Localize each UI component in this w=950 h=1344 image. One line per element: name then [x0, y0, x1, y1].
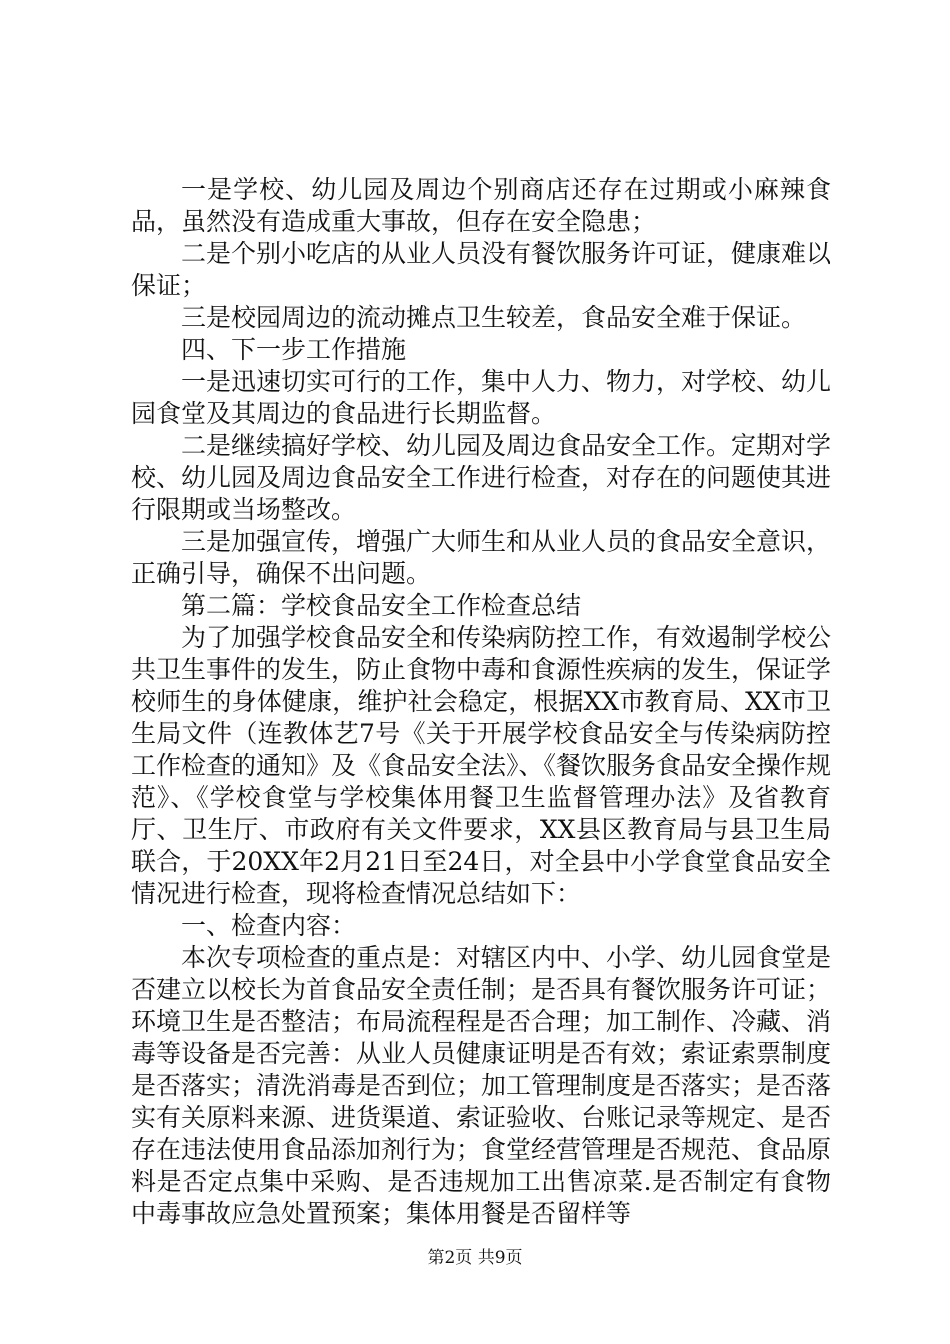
- section-heading-contents: 一、检查内容：: [181, 911, 357, 940]
- paragraph-6: 二是继续搞好学校、幼儿园及周边食品安全工作。定期对学校、幼儿园及周边食品安全工作进行检查，对存在的问题使其进行限期或当场整改。: [131, 431, 832, 524]
- paragraph-7: 三是加强宣传，增强广大师生和从业人员的食品安全意识，正确引导，确保不出问题。: [131, 527, 832, 588]
- page-number-footer: 第2页 共9页: [427, 1248, 523, 1268]
- paragraph-2: 二是个别小吃店的从业人员没有餐饮服务许可证，健康难以保证；: [131, 239, 832, 300]
- section-heading-measures: 四、下一步工作措施: [181, 335, 407, 364]
- paragraph-3: 三是校园周边的流动摊点卫生较差，食品安全难于保证。: [181, 303, 807, 332]
- chapter-title: 第二篇：学校食品安全工作检查总结: [181, 591, 582, 620]
- paragraph-1: 一是学校、幼儿园及周边个别商店还存在过期或小麻辣食品，虽然没有造成重大事故，但存在安全隐患；: [131, 175, 831, 236]
- paragraph-11: 本次专项检查的重点是：对辖区内中、小学、幼儿园食堂是否建立以校长为首食品安全责任制；是否具有餐饮服务许可证；环境卫生是否整洁；布局流程程是否合理；加工制作、冷藏、消毒等设备是否完善：从业人员健康证明是否有效；索证索票制度是否落实；清洗消毒是否到位；加工管理制度是否落实；是否落实有关原料来源、进货渠道、索证验收、台账记录等规定、是否存在违法使用食品添加剂行为；食堂经营管理是否规范、食品原料是否定点集中采购、是否违规加工出售凉菜.是否制定有食物中毒事故应急处置预案；集体用餐是否留样等: [131, 943, 832, 1228]
- paragraph-9: 为了加强学校食品安全和传染病防控工作，有效遏制学校公共卫生事件的发生，防止食物中毒和食源性疾病的发生，保证学校师生的身体健康，维护社会稳定，根据XX市教育局、XX市卫生局文件（连教体艺7号《关于开展学校食品安全与传染病防控工作检查的通知》及《食品安全法》、《餐饮服务食品安全操作规范》、《学校食堂与学校集体用餐卫生监督管理办法》及省教育厅、卫生厅、市政府有关文件要求，XX县区教育局与县卫生局联合，于20XX年2月21日至24日，对全县中小学食堂食品安全情况进行检查，现将检查情况总结如下：: [131, 623, 832, 908]
- paragraph-5: 一是迅速切实可行的工作，集中人力、物力，对学校、幼儿园食堂及其周边的食品进行长期监督。: [131, 367, 832, 428]
- document-body: [131, 174, 831, 1230]
